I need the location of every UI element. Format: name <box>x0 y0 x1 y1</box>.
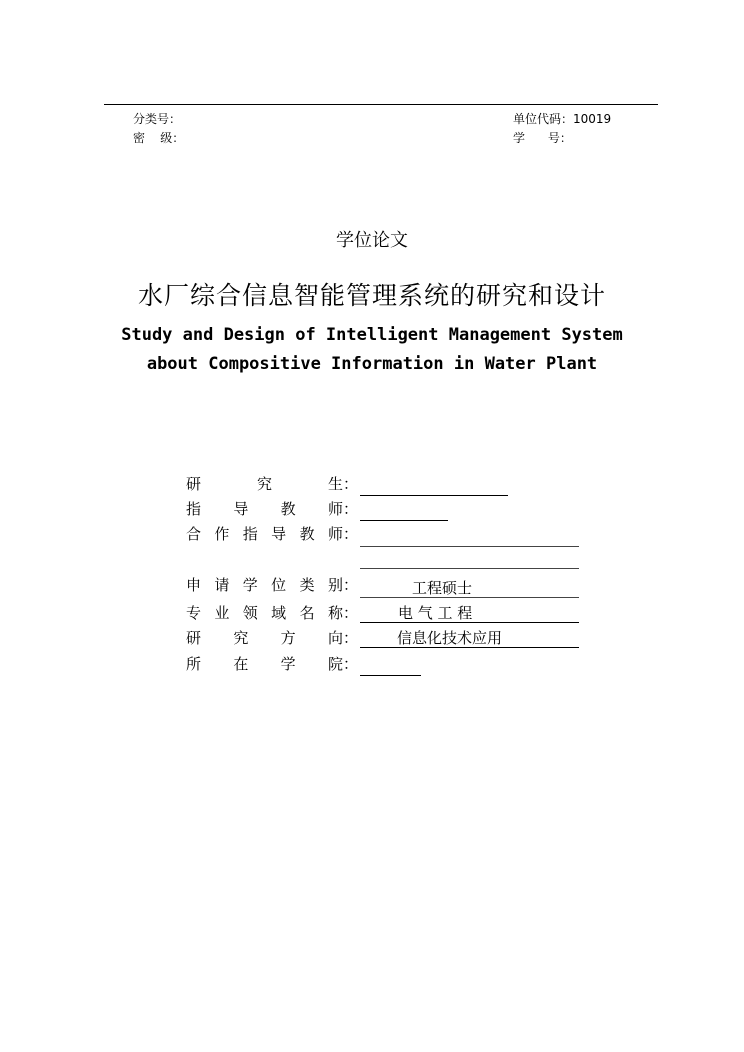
unit-code-label: 单位代码： <box>513 112 574 126</box>
classification-label: 分类号： <box>133 112 182 126</box>
title-english-line-2: about Compositive Information in Water Plant <box>146 354 598 374</box>
degree-type-label: 申 请 学 位 类 别： <box>186 576 358 594</box>
co-advisor-label: 合 作 指 导 教 师： <box>186 525 358 543</box>
researcher-label: 研 究 生： <box>186 475 358 493</box>
degree-type-value: 工程硕士 <box>412 579 473 597</box>
degree-type-field-line <box>360 597 579 598</box>
research-direction-label: 研 究 方 向： <box>186 629 358 647</box>
degree-thesis-label: 学位论文 <box>336 230 408 251</box>
college-label: 所 在 学 院： <box>186 655 358 673</box>
title-chinese: 水厂综合信息智能管理系统的研究和设计 <box>137 281 606 310</box>
co-advisor-field-line-2 <box>360 568 579 569</box>
unit-code <box>513 112 611 126</box>
advisor-field-line <box>360 520 448 521</box>
research-direction-field-line <box>360 647 579 648</box>
major-value: 电 气 工 程 <box>398 604 473 622</box>
student-number-label: 学 号： <box>513 131 572 145</box>
major-field-line <box>360 622 579 623</box>
researcher-field-line <box>360 495 508 496</box>
unit-code-value: 10019 <box>573 112 612 126</box>
research-direction-value: 信息化技术应用 <box>397 629 503 647</box>
advisor-label: 指 导 教 师： <box>186 500 358 518</box>
college-field-line <box>360 675 421 676</box>
co-advisor-field-line-1 <box>360 546 579 547</box>
title-english-line-1: Study and Design of Intelligent Management System <box>121 325 623 345</box>
top-rule <box>104 104 658 105</box>
major-label: 专 业 领 域 名 称： <box>186 604 358 622</box>
secret-level-label: 密 级： <box>133 131 185 145</box>
